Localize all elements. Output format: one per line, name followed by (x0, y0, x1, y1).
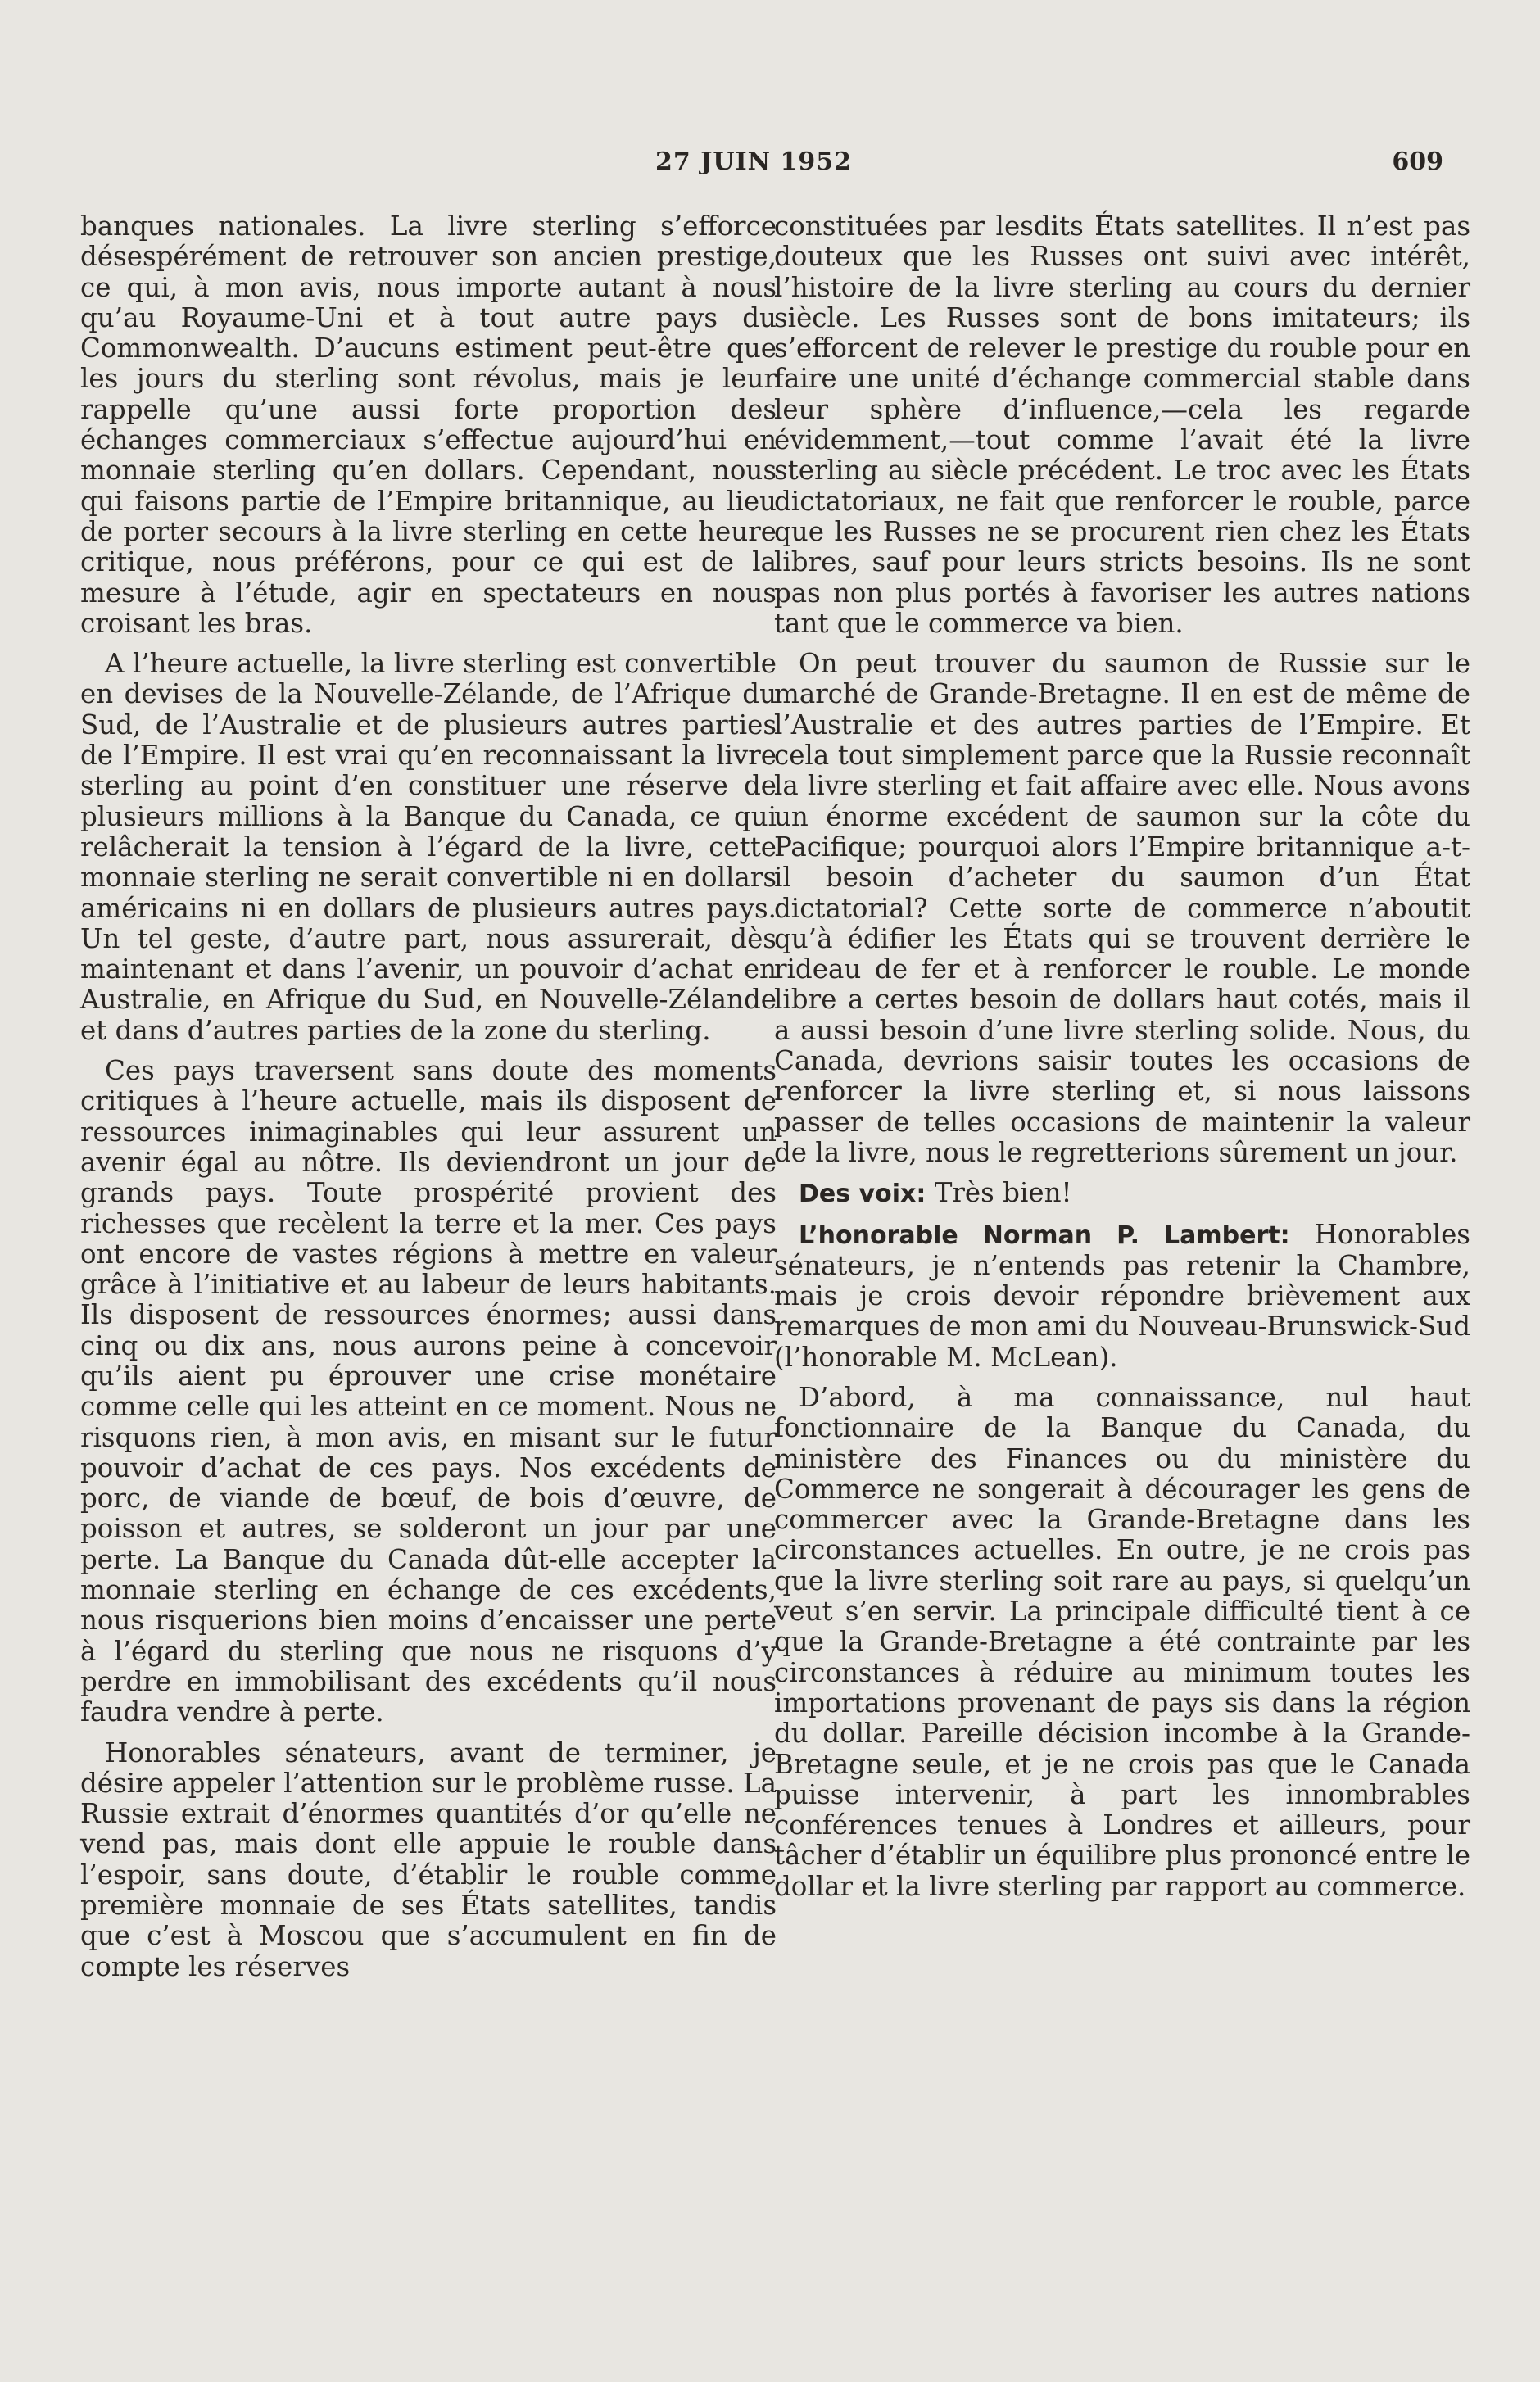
page-number: 609 (1392, 147, 1443, 176)
speaker-name: L’honorable Norman P. Lambert: (799, 1220, 1290, 1250)
speaker-name: Des voix: (799, 1180, 926, 1209)
paragraph: Honorables sénateurs, avant de terminer, je désire appeler l’attention sur le problème russe. La Russie extrait d’énormes quantités d’or qu’elle ne vend pas, mais dont elle appuie le rouble dans l’espoir, sans doute, d’établir le rouble comme première monnaie de ses États satellites, tandis que c’est à Moscou que s’accumulent en fin de compte les réserves (80, 1737, 777, 1982)
paragraph: constituées par lesdits États satellites. Il n’est pas douteux que les Russes ont suivi avec intérêt, l’histoire de la livre sterling au cours du dernier siècle. Les Russes sont de bons imitateurs; ils s’efforcent de relever le prestige du rouble pour en faire une unité d’échange commercial stable dans leur sphère d’influence,—cela les regarde évidemment,—tout comme l’avait été la livre sterling au siècle précédent. Le troc avec les États dictatoriaux, ne fait que renforcer le rouble, parce que les Russes ne se procurent rien chez les États libres, sauf pour leurs stricts besoins. Ils ne sont pas non plus portés à favoriser les autres nations tant que le commerce va bien. (774, 211, 1470, 639)
speech-text: Honorables sénateurs, je n’entends pas retenir la Chambre, mais je crois devoir répondre brièvement aux remarques de mon ami du Nouveau-Brunswick-Sud (l’honorable M. McLean). (774, 1218, 1470, 1373)
speech-text: Très bien! (934, 1177, 1072, 1209)
right-column (774, 211, 1470, 1912)
speech-voices (774, 1178, 1470, 1209)
left-column (80, 211, 777, 1992)
paragraph: On peut trouver du saumon de Russie sur le marché de Grande-Bretagne. Il en est de même de l’Australie et des autres parties de l’Empire. Et cela tout simplement parce que la Russie reconnaît la livre sterling et fait affaire avec elle. Nous avons un énorme excédent de saumon sur la côte du Pacifique; pourquoi alors l’Empire britannique a-t-il besoin d’acheter du saumon d’un État dictatorial? Cette sorte de commerce n’aboutit qu’à édifier les États qui se trouvent derrière le rideau de fer et à renforcer le rouble. Le monde libre a certes besoin de dollars haut cotés, mais il a aussi besoin d’une livre sterling solide. Nous, du Canada, devrions saisir toutes les occasions de renforcer la livre sterling et, si nous laissons passer de telles occasions de maintenir la valeur de la livre, nous le regretterions sûrement un jour. (774, 648, 1470, 1168)
paragraph: Ces pays traversent sans doute des moments critiques à l’heure actuelle, mais ils disposent de ressources inimaginables qui leur assurent un avenir égal au nôtre. Ils deviendront un jour de grands pays. Toute prospérité provient des richesses que recèlent la terre et la mer. Ces pays ont encore de vastes régions à mettre en valeur grâce à l’initiative et au labeur de leurs habitants. Ils disposent de ressources énormes; aussi dans cinq ou dix ans, nous aurons peine à concevoir qu’ils aient pu éprouver une crise monétaire comme celle qui les atteint en ce moment. Nous ne risquons rien, à mon avis, en misant sur le futur pouvoir d’achat de ces pays. Nos excédents de porc, de viande de bœuf, de bois d’œuvre, de poisson et autres, se solderont un jour par une perte. La Banque du Canada dût-elle accepter la monnaie sterling en échange de ces excédents, nous risquerions bien moins d’encaisser une perte à l’égard du sterling que nous ne risquons d’y perdre en immobilisant des excédents qu’il nous faudra vendre à perte. (80, 1055, 777, 1728)
paragraph: A l’heure actuelle, la livre sterling est convertible en devises de la Nouvelle-Zélande, de l’Afrique du Sud, de l’Australie et de plusieurs autres parties de l’Empire. Il est vrai qu’en reconnaissant la livre sterling au point d’en constituer une réserve de plusieurs millions à la Banque du Canada, ce qui relâcherait la tension à l’égard de la livre, cette monnaie sterling ne serait convertible ni en dollars américains ni en dollars de plusieurs autres pays. Un tel geste, d’autre part, nous assurerait, dès maintenant et dans l’avenir, un pouvoir d’achat en Australie, en Afrique du Sud, en Nouvelle-Zélande et dans d’autres parties de la zone du sterling. (80, 648, 777, 1046)
paragraph: D’abord, à ma connaissance, nul haut fonctionnaire de la Banque du Canada, du ministère des Finances ou du ministère du Commerce ne songerait à décourager les gens de commercer avec la Grande-Bretagne dans les circonstances actuelles. En outre, je ne crois pas que la livre sterling soit rare au pays, si quelqu’un veut s’en servir. La principale difficulté tient à ce que la Grande-Bretagne a été contrainte par les circonstances à réduire au minimum toutes les importations provenant de pays sis dans la région du dollar. Pareille décision incombe à la Grande-Bretagne seule, et je ne crois pas que le Canada puisse intervenir, à part les innombrables conférences tenues à Londres et ailleurs, pour tâcher d’établir un équilibre plus prononcé entre le dollar et la livre sterling par rapport au commerce. (774, 1381, 1470, 1902)
paragraph: banques nationales. La livre sterling s’efforce désespérément de retrouver son ancien prestige, ce qui, à mon avis, nous importe autant à nous qu’au Royaume-Uni et à tout autre pays du Commonwealth. D’aucuns estiment peut-être que les jours du sterling sont révolus, mais je leur rappelle qu’une aussi forte proportion des échanges commerciaux s’effectue aujourd’hui en monnaie sterling qu’en dollars. Cependant, nous qui faisons partie de l’Empire britannique, au lieu de porter secours à la livre sterling en cette heure critique, nous préférons, pour ce qui est de la mesure à l’étude, agir en spectateurs en nous croisant les bras. (80, 211, 777, 639)
page-date: 27 JUIN 1952 (655, 147, 852, 176)
speech-lambert (774, 1220, 1470, 1373)
